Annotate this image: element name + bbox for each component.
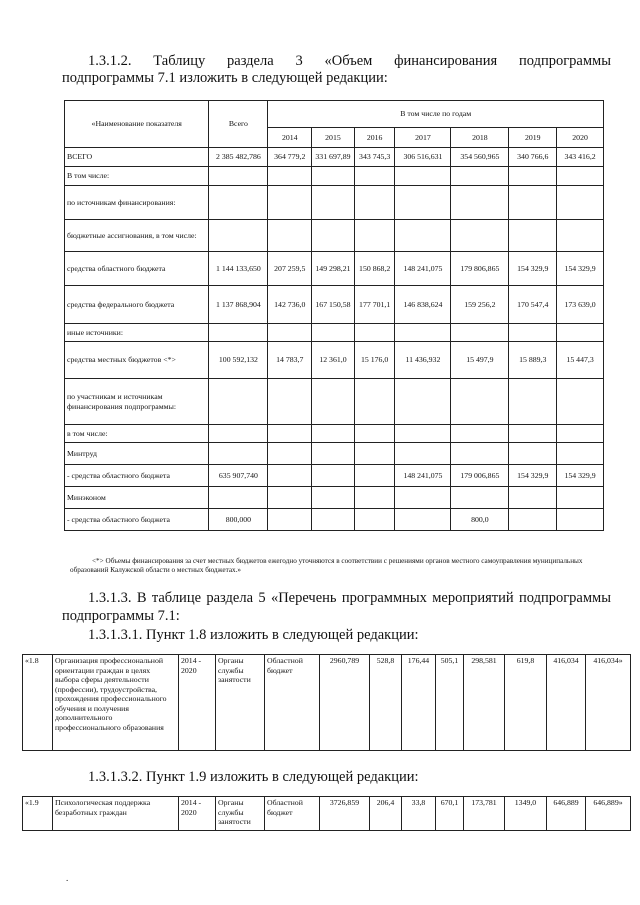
table-row	[65, 186, 604, 220]
row-year-value	[395, 425, 451, 443]
row-label: средства федерального бюджета	[65, 286, 209, 324]
row-year-value	[451, 379, 509, 425]
row-year-value	[268, 443, 312, 465]
row-year-value	[557, 487, 604, 509]
row-year-value: 15 176,0	[354, 342, 395, 379]
row-year-value	[395, 324, 451, 342]
item-value: 505,1	[436, 655, 464, 751]
row-year-value	[268, 324, 312, 342]
row-year-value: 179 006,865	[451, 465, 509, 487]
row-year-value	[509, 186, 557, 220]
row-total	[209, 487, 268, 509]
table-row	[65, 443, 604, 465]
row-year-value	[395, 167, 451, 186]
row-year-value	[509, 379, 557, 425]
item-value: 416,034	[547, 655, 586, 751]
row-year-value: 15 889,3	[509, 342, 557, 379]
row-year-value: 148 241,075	[395, 252, 451, 286]
table-row	[65, 286, 604, 324]
row-total: 1 144 133,650	[209, 252, 268, 286]
row-year-value	[354, 324, 395, 342]
row-year-value	[557, 186, 604, 220]
financing-table	[64, 100, 604, 531]
row-year-value	[312, 487, 355, 509]
row-year-value	[354, 167, 395, 186]
table-row	[65, 148, 604, 167]
row-year-value	[509, 509, 557, 531]
row-year-value: 331 697,89	[312, 148, 355, 167]
row-year-value: 207 259,5	[268, 252, 312, 286]
row-year-value: 154 329,9	[557, 465, 604, 487]
row-year-value	[268, 220, 312, 252]
item-value: 176,44	[402, 655, 436, 751]
row-year-value	[557, 379, 604, 425]
row-label: ВСЕГО	[65, 148, 209, 167]
item-value: 173,781	[464, 797, 505, 831]
row-year-value: 343 416,2	[557, 148, 604, 167]
row-total: 100 592,132	[209, 342, 268, 379]
row-total: 2 385 482,786	[209, 148, 268, 167]
row-year-value	[354, 379, 395, 425]
row-year-value	[354, 186, 395, 220]
item-number: «1.9	[23, 797, 53, 831]
section-1312-word: Таблицу	[153, 53, 206, 69]
item-executor: Органы службы занятости	[216, 655, 265, 751]
row-label: Минэконом	[65, 487, 209, 509]
row-year-value	[509, 443, 557, 465]
section-1313-word: программных	[341, 590, 427, 606]
subsection-13131: 1.3.1.3.1. Пункт 1.8 изложить в следующей редакции:	[88, 627, 419, 643]
row-year-value: 12 361,0	[312, 342, 355, 379]
table-row	[65, 220, 604, 252]
row-year-value	[451, 443, 509, 465]
footnote: <*> Объемы финансирования за счет местных бюджетов ежегодно уточняются в соответствии с решениями органов местного самоуправления муниципальных образований Калужской области о местных бюджетах.»	[70, 557, 583, 574]
row-total	[209, 186, 268, 220]
row-year-value	[395, 379, 451, 425]
table-row	[65, 342, 604, 379]
header-year: 2018	[451, 128, 509, 148]
header-years-group: В том числе по годам	[268, 101, 604, 128]
row-year-value	[268, 465, 312, 487]
header-year: 2019	[509, 128, 557, 148]
header-year: 2020	[557, 128, 604, 148]
table-row	[65, 425, 604, 443]
item-source: Областной бюджет	[265, 655, 320, 751]
row-year-value	[268, 487, 312, 509]
row-year-value	[557, 220, 604, 252]
row-year-value	[354, 509, 395, 531]
item-value: 33,8	[402, 797, 436, 831]
row-year-value	[354, 425, 395, 443]
row-year-value: 15 497,9	[451, 342, 509, 379]
row-year-value	[509, 167, 557, 186]
section-1313-line1	[88, 590, 611, 607]
section-1313-line2: подпрограммы 7.1:	[62, 608, 180, 624]
row-year-value: 354 560,965	[451, 148, 509, 167]
row-year-value	[312, 443, 355, 465]
row-year-value: 11 436,932	[395, 342, 451, 379]
row-total	[209, 425, 268, 443]
row-year-value	[395, 509, 451, 531]
row-year-value	[354, 465, 395, 487]
row-year-value	[354, 220, 395, 252]
row-year-value: 154 329,9	[557, 252, 604, 286]
section-1313-word: подпрограммы	[519, 590, 611, 606]
item-period: 2014 - 2020	[179, 655, 216, 751]
table-row	[65, 465, 604, 487]
row-year-value	[268, 186, 312, 220]
item-period: 2014 - 2020	[179, 797, 216, 831]
row-year-value	[312, 465, 355, 487]
subsection-13132: 1.3.1.3.2. Пункт 1.9 изложить в следующей редакции:	[88, 769, 419, 785]
item-value: 646,889»	[586, 797, 631, 831]
item-18-table	[22, 654, 631, 751]
row-year-value: 177 701,1	[354, 286, 395, 324]
row-year-value	[268, 425, 312, 443]
table-row	[65, 252, 604, 286]
row-year-value	[312, 509, 355, 531]
row-year-value	[312, 167, 355, 186]
row-year-value: 154 329,9	[509, 465, 557, 487]
row-year-value	[395, 220, 451, 252]
header-year: 2015	[312, 128, 355, 148]
row-year-value	[395, 443, 451, 465]
row-year-value	[557, 425, 604, 443]
section-1313-word: 1.3.1.3.	[88, 590, 132, 606]
row-year-value	[312, 186, 355, 220]
row-year-value	[312, 379, 355, 425]
row-total	[209, 324, 268, 342]
section-1312-word: финансирования	[394, 53, 498, 69]
section-1312-word: 1.3.1.2.	[88, 53, 132, 69]
row-label: - средства областного бюджета	[65, 509, 209, 531]
row-year-value	[451, 324, 509, 342]
item-value: 206,4	[370, 797, 402, 831]
row-year-value	[312, 324, 355, 342]
item-name: Психологическая поддержка безработных граждан	[53, 797, 179, 831]
row-label: по участникам и источникам финансирования подпрограммы:	[65, 379, 209, 425]
row-year-value: 343 745,3	[354, 148, 395, 167]
section-1312-word: раздела	[227, 53, 274, 69]
item-value: 619,8	[505, 655, 547, 751]
row-year-value	[557, 509, 604, 531]
row-label: - средства областного бюджета	[65, 465, 209, 487]
section-1313-word: раздела	[206, 590, 254, 606]
section-1313-word: «Перечень	[270, 590, 337, 606]
row-year-value	[509, 425, 557, 443]
row-year-value: 15 447,3	[557, 342, 604, 379]
section-1312-word: подпрограммы	[519, 53, 611, 69]
row-year-value: 142 736,0	[268, 286, 312, 324]
section-1313-word: таблице	[151, 590, 202, 606]
item-value: 646,889	[547, 797, 586, 831]
row-year-value	[509, 324, 557, 342]
section-1313-word: В	[136, 590, 147, 606]
section-1312-line1	[88, 53, 611, 70]
row-year-value: 154 329,9	[509, 252, 557, 286]
row-label: средства областного бюджета	[65, 252, 209, 286]
header-total: Всего	[209, 101, 268, 148]
header-year: 2017	[395, 128, 451, 148]
row-year-value: 173 639,0	[557, 286, 604, 324]
row-year-value	[451, 425, 509, 443]
row-year-value	[509, 220, 557, 252]
row-year-value	[395, 186, 451, 220]
row-year-value: 14 783,7	[268, 342, 312, 379]
row-year-value	[451, 220, 509, 252]
row-year-value: 148 241,075	[395, 465, 451, 487]
header-indicator-name: «Наименование показателя	[65, 101, 209, 148]
row-year-value: 800,0	[451, 509, 509, 531]
header-year: 2016	[354, 128, 395, 148]
row-label: в том числе:	[65, 425, 209, 443]
row-total	[209, 167, 268, 186]
row-year-value: 159 256,2	[451, 286, 509, 324]
item-19-table	[22, 796, 631, 831]
row-year-value: 364 779,2	[268, 148, 312, 167]
item-source: Областной бюджет	[265, 797, 320, 831]
row-year-value	[268, 167, 312, 186]
row-year-value	[354, 443, 395, 465]
table-row	[65, 167, 604, 186]
section-1313-word: 5	[258, 590, 266, 606]
row-year-value: 146 838,624	[395, 286, 451, 324]
row-label: бюджетные ассигнования, в том числе:	[65, 220, 209, 252]
item-value: 670,1	[436, 797, 464, 831]
row-total: 800,000	[209, 509, 268, 531]
row-year-value	[557, 443, 604, 465]
item-number: «1.8	[23, 655, 53, 751]
row-total	[209, 220, 268, 252]
row-year-value: 170 547,4	[509, 286, 557, 324]
table-row	[65, 509, 604, 531]
row-year-value	[509, 487, 557, 509]
row-year-value	[451, 186, 509, 220]
item-value: 528,8	[370, 655, 402, 751]
section-1313-word: мероприятий	[432, 590, 514, 606]
item-value: 1349,0	[505, 797, 547, 831]
row-year-value: 167 150,58	[312, 286, 355, 324]
row-year-value	[312, 425, 355, 443]
row-label: В том числе:	[65, 167, 209, 186]
row-year-value	[451, 487, 509, 509]
table-row	[65, 487, 604, 509]
row-total	[209, 379, 268, 425]
section-1312-word: 3	[295, 53, 303, 69]
row-year-value: 340 766,6	[509, 148, 557, 167]
table-row	[65, 324, 604, 342]
row-year-value	[268, 509, 312, 531]
row-year-value	[395, 487, 451, 509]
row-year-value	[312, 220, 355, 252]
row-year-value	[557, 167, 604, 186]
row-year-value: 149 298,21	[312, 252, 355, 286]
section-1312-word: «Объем	[324, 53, 373, 69]
row-total: 1 137 868,904	[209, 286, 268, 324]
table-row	[65, 379, 604, 425]
row-year-value: 179 806,865	[451, 252, 509, 286]
item-value-total: 2960,789	[320, 655, 370, 751]
row-label: средства местных бюджетов <*>	[65, 342, 209, 379]
row-year-value: 306 516,631	[395, 148, 451, 167]
row-year-value	[268, 379, 312, 425]
item-executor: Органы службы занятости	[216, 797, 265, 831]
row-label: иные источники:	[65, 324, 209, 342]
item-value: 416,034»	[586, 655, 631, 751]
row-label: по источникам финансирования:	[65, 186, 209, 220]
section-1312-line2: подпрограммы 7.1 изложить в следующей редакции:	[62, 70, 388, 86]
row-year-value	[354, 487, 395, 509]
row-total	[209, 443, 268, 465]
row-total: 635 907,740	[209, 465, 268, 487]
item-value: 298,581	[464, 655, 505, 751]
row-year-value: 150 868,2	[354, 252, 395, 286]
item-name: Организация профессиональной ориентации граждан в целях выбора сферы деятельности (профессии), трудоустройства, прохождения профессионального обучения и получения дополнительного профессионального образования	[53, 655, 179, 751]
header-year: 2014	[268, 128, 312, 148]
row-label: Минтруд	[65, 443, 209, 465]
stray-mark: .	[66, 873, 69, 883]
row-year-value	[557, 324, 604, 342]
row-year-value	[451, 167, 509, 186]
item-value-total: 3726,859	[320, 797, 370, 831]
